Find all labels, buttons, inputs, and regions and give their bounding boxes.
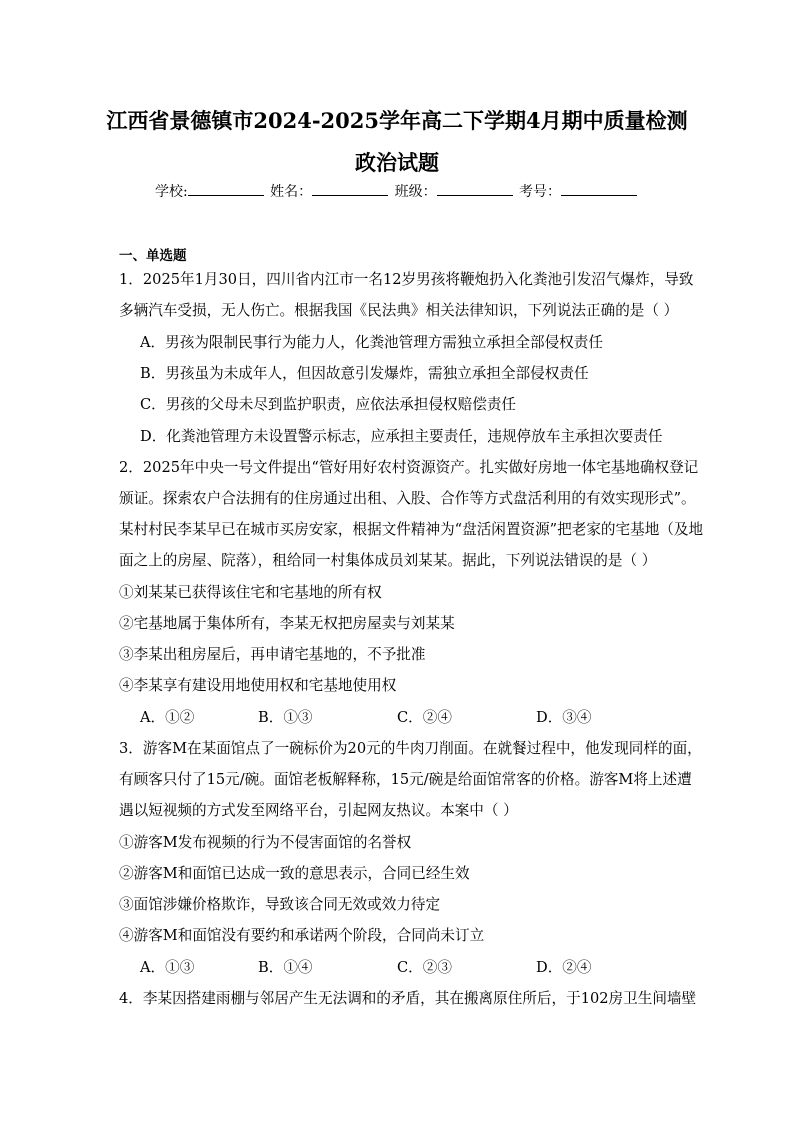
- q1-option-a: A．男孩为限制民事行为能力人，化粪池管理方需独立承担全部侵权责任: [140, 334, 603, 351]
- q3-statement: ③面馆涉嫌价格欺诈，导致该合同无效或效力待定: [119, 896, 441, 913]
- student-info-row: [0, 181, 794, 201]
- q2-statement: ③李某出租房屋后，再申请宅基地的，不予批准: [119, 646, 426, 663]
- exam-subtitle: 政治试题: [355, 150, 439, 175]
- q3-stem-line: 有顾客只付了15元/碗。面馆老板解释称，15元/碗是给面馆常客的价格。游客M将上述遭: [119, 771, 692, 788]
- class-field[interactable]: [437, 181, 513, 196]
- name-label: 姓名：: [270, 184, 313, 200]
- q4-stem-line: 4．李某因搭建雨棚与邻居产生无法调和的矛盾，其在搬离原住所后，于102房卫生间墙壁: [119, 990, 697, 1007]
- q3-choice-a: A．①③: [140, 959, 195, 976]
- q1-option-c: C．男孩的父母未尽到监护职责，应依法承担侵权赔偿责任: [140, 396, 517, 413]
- q2-choice-c: C．②④: [397, 709, 452, 726]
- q2-stem-line: 某村村民李某早已在城市买房安家，根据文件精神为“盘活闲置资源”把老家的宅基地（及地: [119, 521, 704, 538]
- q2-statement: ①刘某某已获得该住宅和宅基地的所有权: [119, 584, 382, 601]
- q2-stem-line: 颁证。探索农户合法拥有的住房通过出租、入股、合作等方式盘活利用的有效实现形式”。: [119, 490, 696, 507]
- school-label: 学校:: [154, 184, 188, 200]
- q2-statement: ②宅基地属于集体所有，李某无权把房屋卖与刘某某: [119, 615, 455, 632]
- q3-statement: ②游客M和面馆已达成一致的意思表示，合同已经生效: [119, 865, 470, 882]
- school-field[interactable]: [188, 181, 264, 196]
- q2-choice-b: B．①③: [258, 709, 313, 726]
- q2-choice-a: A．①②: [140, 709, 195, 726]
- q3-statement: ①游客M发布视频的行为不侵害面馆的名誉权: [119, 834, 412, 851]
- section-title: 一、单选题: [119, 248, 187, 264]
- q3-choice-c: C．②③: [397, 959, 452, 976]
- q3-choice-d: D．②④: [536, 959, 592, 976]
- q3-choice-b: B．①④: [258, 959, 313, 976]
- q3-stem-line: 3．游客M在某面馆点了一碗标价为20元的牛肉刀削面。在就餐过程中，他发现同样的面，: [119, 740, 702, 757]
- q3-stem-line: 遇以短视频的方式发至网络平台，引起网友热议。本案中（ ）: [119, 802, 518, 819]
- q2-stem-line: 面之上的房屋、院落），租给同一村集体成员刘某某。据此，下列说法错误的是（ ）: [119, 552, 657, 569]
- q1-option-d: D．化粪池管理方未设置警示标志，应承担主要责任，违规停放车主承担次要责任: [140, 428, 663, 445]
- exam-title: 江西省景德镇市2024-2025学年高二下学期4月期中质量检测: [106, 108, 688, 133]
- q1-stem-line: 1．2025年1月30日，四川省内江市一名12岁男孩将鞭炮扔入化粪池引发沼气爆炸，导致: [119, 271, 694, 288]
- q2-statement: ④李某享有建设用地使用权和宅基地使用权: [119, 677, 397, 694]
- exam-number-field[interactable]: [561, 181, 637, 196]
- q2-choice-d: D．③④: [536, 709, 592, 726]
- name-field[interactable]: [312, 181, 388, 196]
- class-label: 班级：: [394, 184, 437, 200]
- q3-statement: ④游客M和面馆没有要约和承诺两个阶段，合同尚未订立: [119, 927, 485, 944]
- q1-option-b: B．男孩虽为未成年人，但因故意引发爆炸，需独立承担全部侵权责任: [140, 365, 589, 382]
- q1-stem-line: 多辆汽车受损，无人伤亡。根据我国《民法典》相关法律知识，下列说法正确的是（ ）: [119, 302, 679, 319]
- exam-number-label: 考号：: [519, 184, 562, 200]
- q2-stem-line: 2．2025年中央一号文件提出“管好用好农村资源资产。扎实做好房地一体宅基地确权登记: [119, 459, 699, 476]
